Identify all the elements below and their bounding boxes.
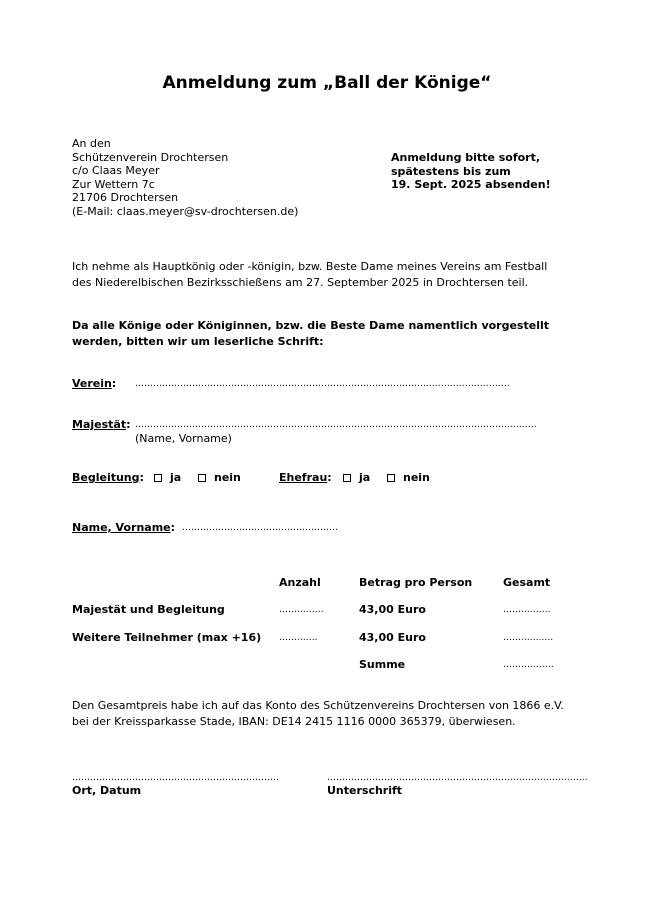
unterschrift-label: Unterschrift [327,784,403,797]
intro-line: des Niederelbischen Bezirksschießens am 27. September 2025 in Drochtersen teil. [72,276,529,289]
address-line: 21706 Drochtersen [72,191,179,204]
ort-datum-label: Ort, Datum [72,784,142,797]
row-betrag: 43,00 Euro [359,603,426,616]
ehefrau-nein-label: nein [403,471,430,484]
majestaet-hint: (Name, Vorname) [135,432,232,445]
summe-label: Summe [359,658,406,671]
row-gesamt-input[interactable]: ……..…….. [503,605,551,615]
row-anzahl-input[interactable]: ……..……. [279,605,324,615]
begleitung-ja-label: ja [170,471,182,484]
verein-colon: : [111,377,117,390]
address-line: Zur Wettern 7c [72,177,155,191]
ehefrau-ja-checkbox[interactable] [343,474,351,482]
name-vorname-input-line[interactable]: ……………………………………………. [182,523,338,533]
begleitung-colon: : [139,471,144,484]
deadline-notice [391,151,551,192]
document-title: Anmeldung zum „Ball der Könige“ [162,73,492,93]
col-header-anzahl: Anzahl [279,576,321,589]
ehefrau-ja-label: ja [359,471,371,484]
ort-datum-input-line[interactable]: …………………………………………………………… [72,773,279,783]
notice-line: werden, bitten wir um leserliche Schrift: [72,335,324,348]
payment-paragraph [72,698,564,730]
col-header-betrag: Betrag pro Person [359,576,473,589]
ehefrau-label: Ehefrau [279,471,328,484]
address-line: c/o Claas Meyer [72,164,160,177]
payment-line: Den Gesamtpreis habe ich auf das Konto des Schützenvereins Drochtersen von 1866 e.V. [72,699,564,712]
row-gesamt-input[interactable]: ……..…...… [503,633,554,643]
begleitung-label: Begleitung [72,471,140,484]
majestaet-label-row [72,418,131,432]
begleitung-options [154,471,181,485]
deadline-line: Anmeldung bitte sofort, [391,151,541,164]
majestaet-label: Majestät [72,418,127,431]
row-anzahl-input[interactable]: ……..….. [279,633,318,643]
payment-line: bei der Kreissparkasse Stade, IBAN: DE14 2415 1116 0000 365379, überwiesen. [72,715,516,728]
verein-label-row [72,377,116,391]
address-line: Schützenverein Drochtersen [72,150,229,164]
majestaet-colon: : [126,418,131,431]
notice-line: Da alle Könige oder Königinnen, bzw. die Beste Dame namentlich vorgestellt [72,319,549,332]
address-email-line: (E-Mail: claas.meyer@sv-drochtersen.de) [72,204,299,218]
begleitung-nein-checkbox[interactable] [198,474,206,482]
verein-label: Verein [72,377,112,390]
begleitung-ja-checkbox[interactable] [154,474,162,482]
begleitung-nein-label: nein [214,471,241,484]
legibility-notice [72,318,549,350]
name-vorname-label: Name, Vorname [72,521,171,534]
row-label: Majestät und Begleitung [72,603,225,616]
unterschrift-input-line[interactable]: …………………………………………………….…………………….. [327,773,588,783]
majestaet-input-line[interactable]: ……………………………………………………………………………………………………………..……… [135,420,537,430]
summe-input[interactable]: ………..…… [503,660,554,670]
row-label: Weitere Teilnehmer (max +16) [72,631,262,644]
name-vorname-row [72,521,175,535]
ehefrau-nein-option [387,471,430,485]
begleitung-nein-option [198,471,241,485]
ehefrau-nein-checkbox[interactable] [387,474,395,482]
row-betrag: 43,00 Euro [359,631,426,644]
intro-paragraph [72,259,547,291]
deadline-line: 19. Sept. 2025 absenden! [391,178,551,191]
verein-input-line[interactable]: ……………………………………………………………………………………..……………………… [135,379,510,389]
begleitung-row [72,471,144,485]
ehefrau-colon: : [327,471,332,484]
ehefrau-ja-option [343,471,370,485]
col-header-gesamt: Gesamt [503,576,551,589]
deadline-line: spätestens bis zum [391,164,511,178]
ehefrau-row [279,471,332,485]
intro-line: Ich nehme als Hauptkönig oder -königin, bzw. Beste Dame meines Vereins am Festball [72,260,548,273]
name-vorname-colon: : [170,521,176,534]
address-block [72,137,298,218]
address-line: An den [72,137,111,150]
